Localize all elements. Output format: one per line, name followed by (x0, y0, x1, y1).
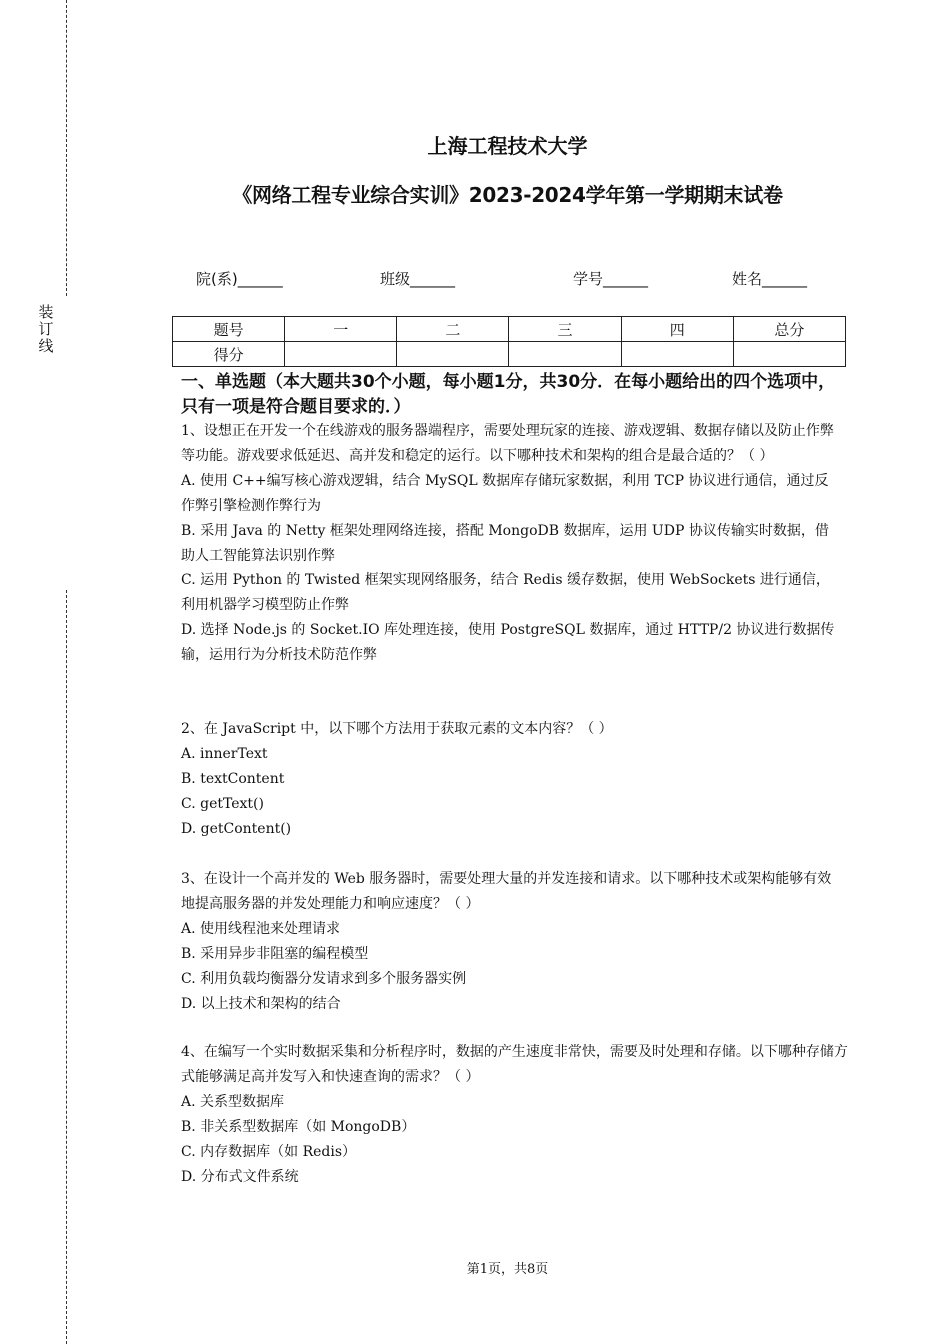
student-id-field: 学号______ (573, 270, 649, 288)
option: B. 非关系型数据库（如 MongoDB） (181, 1118, 416, 1135)
question-2 (181, 717, 841, 842)
score-cell (621, 342, 733, 367)
binding-line-bottom (66, 590, 67, 1344)
score-table (172, 316, 846, 367)
option: C. 利用负载均衡器分发请求到多个服务器实例 (181, 970, 467, 987)
question-3 (181, 867, 841, 1016)
score-table-score-row (173, 342, 846, 367)
question-1 (181, 419, 841, 668)
score-header-cell: 总分 (733, 317, 845, 342)
score-cell (733, 342, 845, 367)
option: A. 使用 C++编写核心游戏逻辑，结合 MySQL 数据库存储玩家数据，利用 TCP 协议进行通信，通过反作弊引擎检测作弊行为 (181, 472, 829, 514)
question-stem: 3、在设计一个高并发的 Web 服务器时，需要处理大量的并发连接和请求。以下哪种技术或架构能够有效地提高服务器的并发处理能力和响应速度？（ ） (181, 871, 832, 912)
option: A. 关系型数据库 (181, 1093, 285, 1110)
option: A. 使用线程池来处理请求 (181, 920, 341, 937)
option: C. getText() (181, 795, 264, 812)
question-stem: 1、设想正在开发一个在线游戏的服务器端程序，需要处理玩家的连接、游戏逻辑、数据存储以及防止作弊等功能。游戏要求低延迟、高并发和稳定的运行。以下哪种技术和架构的组合是最合适的？（ ） (181, 423, 834, 464)
option: B. textContent (181, 770, 285, 787)
option: B. 采用 Java 的 Netty 框架处理网络连接，搭配 MongoDB 数据库，运用 UDP 协议传输实时数据，借助人工智能算法识别作弊 (181, 522, 829, 564)
name-field: 姓名______ (732, 270, 808, 288)
option: A. innerText (181, 745, 268, 762)
score-cell (285, 342, 397, 367)
binding-label: 装订线 (38, 303, 54, 355)
score-header-cell: 四 (621, 317, 733, 342)
page-indicator: 第1页，共8页 (466, 1262, 549, 1277)
option: D. 以上技术和架构的结合 (181, 995, 341, 1012)
option: D. getContent() (181, 820, 292, 837)
question-stem: 4、在编写一个实时数据采集和分析程序时，数据的产生速度非常快，需要及时处理和存储。以下哪种存储方式能够满足高并发写入和快速查询的需求？（ ） (181, 1044, 848, 1085)
score-header-cell: 三 (509, 317, 621, 342)
section-heading: 一、单选题（本大题共30个小题，每小题1分，共30分．在每小题给出的四个选项中，只有一项是符合题目要求的．） (181, 372, 836, 417)
question-stem: 2、在 JavaScript 中，以下哪个方法用于获取元素的文本内容？（ ） (181, 721, 613, 737)
score-header-cell: 题号 (173, 317, 285, 342)
score-cell (509, 342, 621, 367)
score-header-cell: 二 (397, 317, 509, 342)
university-title: 上海工程技术大学 (427, 134, 588, 158)
score-cell (397, 342, 509, 367)
option: D. 分布式文件系统 (181, 1168, 299, 1185)
option: B. 采用异步非阻塞的编程模型 (181, 945, 369, 962)
score-table-header-row (173, 317, 846, 342)
score-row-label: 得分 (173, 342, 285, 367)
option: C. 内存数据库（如 Redis） (181, 1143, 357, 1160)
question-4 (181, 1040, 861, 1189)
option: D. 选择 Node.js 的 Socket.IO 库处理连接，使用 PostgreSQL 数据库，通过 HTTP/2 协议进行数据传输，运用行为分析技术防范作弊 (181, 622, 835, 664)
exam-title: 《网络工程专业综合实训》2023-2024学年第一学期期末试卷 (232, 183, 783, 207)
class-field: 班级______ (380, 270, 456, 288)
score-header-cell: 一 (285, 317, 397, 342)
department-field: 院(系)______ (196, 270, 283, 288)
option: C. 运用 Python 的 Twisted 框架实现网络服务，结合 Redis 缓存数据，使用 WebSockets 进行通信，利用机器学习模型防止作弊 (181, 572, 830, 614)
